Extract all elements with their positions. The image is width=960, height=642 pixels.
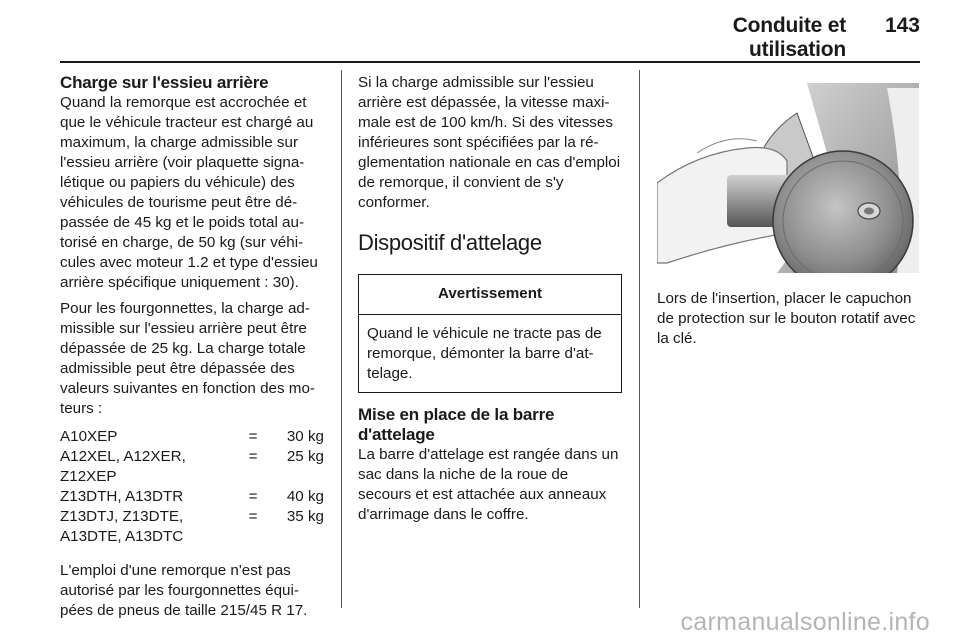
table-row (60, 447, 324, 487)
equals-cell: = (248, 488, 258, 505)
page-number: 143 (884, 14, 920, 37)
equals-cell: = (248, 428, 258, 445)
table-row (60, 487, 324, 507)
warning-title: Avertissement (359, 275, 621, 315)
table-row (60, 507, 324, 547)
load-value-cell: 30 kg (286, 428, 324, 445)
warning-text: Quand le véhicule ne tracte pas de remorque, démonter la barre d'attelage. (367, 325, 602, 382)
engine-cell: A10XEP (60, 428, 118, 445)
equals-cell: = (248, 448, 258, 465)
rear-axle-paragraph-1: Quand la remorque est accrochée et que le véhicule tracteur est chargé au maximum, la charge admissible sur l'essieu arrière (voir plaquette signalétique ou papiers du véhicule) des véhicules de tourisme peut être dépassée de 45 kg et le poids total autorisé en charge, de 50 kg (sur véhicules avec moteur 1.2 et type d'essieu arrière spécifique uniquement : 30). (60, 94, 318, 291)
load-value-cell: 25 kg (286, 448, 324, 465)
load-value-cell: 40 kg (286, 488, 324, 505)
rear-axle-heading: Charge sur l'essieu arrière (60, 73, 269, 92)
column-3 (657, 73, 923, 355)
page-header-title: Conduite et utilisation (732, 14, 846, 61)
rear-axle-paragraph-2: Pour les fourgonnettes, la charge admissible sur l'essieu arrière peut être dépassée de 25 kg. La charge totale admissible peut être dépassée des valeurs suivantes en fonction des moteurs : (60, 300, 315, 417)
equals-cell: = (248, 508, 258, 525)
header-rule (60, 61, 920, 63)
engine-load-table (60, 427, 324, 547)
load-value-cell: 35 kg (286, 508, 324, 525)
watermark: carmanualsonline.info (680, 608, 930, 636)
column-1 (60, 73, 324, 627)
engine-cell: A12XEL, A12XER, Z12XEP (60, 448, 186, 485)
tow-bar-photo (657, 73, 919, 273)
column-divider-1 (341, 70, 342, 608)
speed-limit-paragraph: Si la charge admissible sur l'essieu arrière est dépassée, la vitesse maximale est de 100 km/h. Si des vitesses inférieures sont spécifiées par la réglementation nationale en cas d'emploi de remorque, il convient de s'y conformer. (358, 74, 621, 211)
rear-axle-paragraph-3: L'emploi d'une remorque n'est pas autorisé par les fourgonnettes équipées de pneus de taille 215/45 R 17. (60, 562, 308, 619)
tow-bar-heading: Mise en place de la barre d'attelage (358, 405, 555, 444)
section-title: Dispositif d'attelage (358, 230, 542, 255)
engine-cell: Z13DTH, A13DTR (60, 488, 184, 505)
column-divider-2 (639, 70, 640, 608)
warning-box (358, 274, 622, 393)
tow-bar-paragraph: La barre d'attelage est rangée dans un sac dans la niche de la roue de secours et est attachée aux anneaux d'arrimage dans le coffre. (358, 446, 619, 523)
table-row (60, 427, 324, 447)
engine-cell: Z13DTJ, Z13DTE, A13DTE, A13DTC (60, 508, 184, 545)
photo-caption: Lors de l'insertion, placer le capuchon de protection sur le bouton rotatif avec la clé. (657, 290, 916, 347)
column-2 (358, 73, 622, 531)
